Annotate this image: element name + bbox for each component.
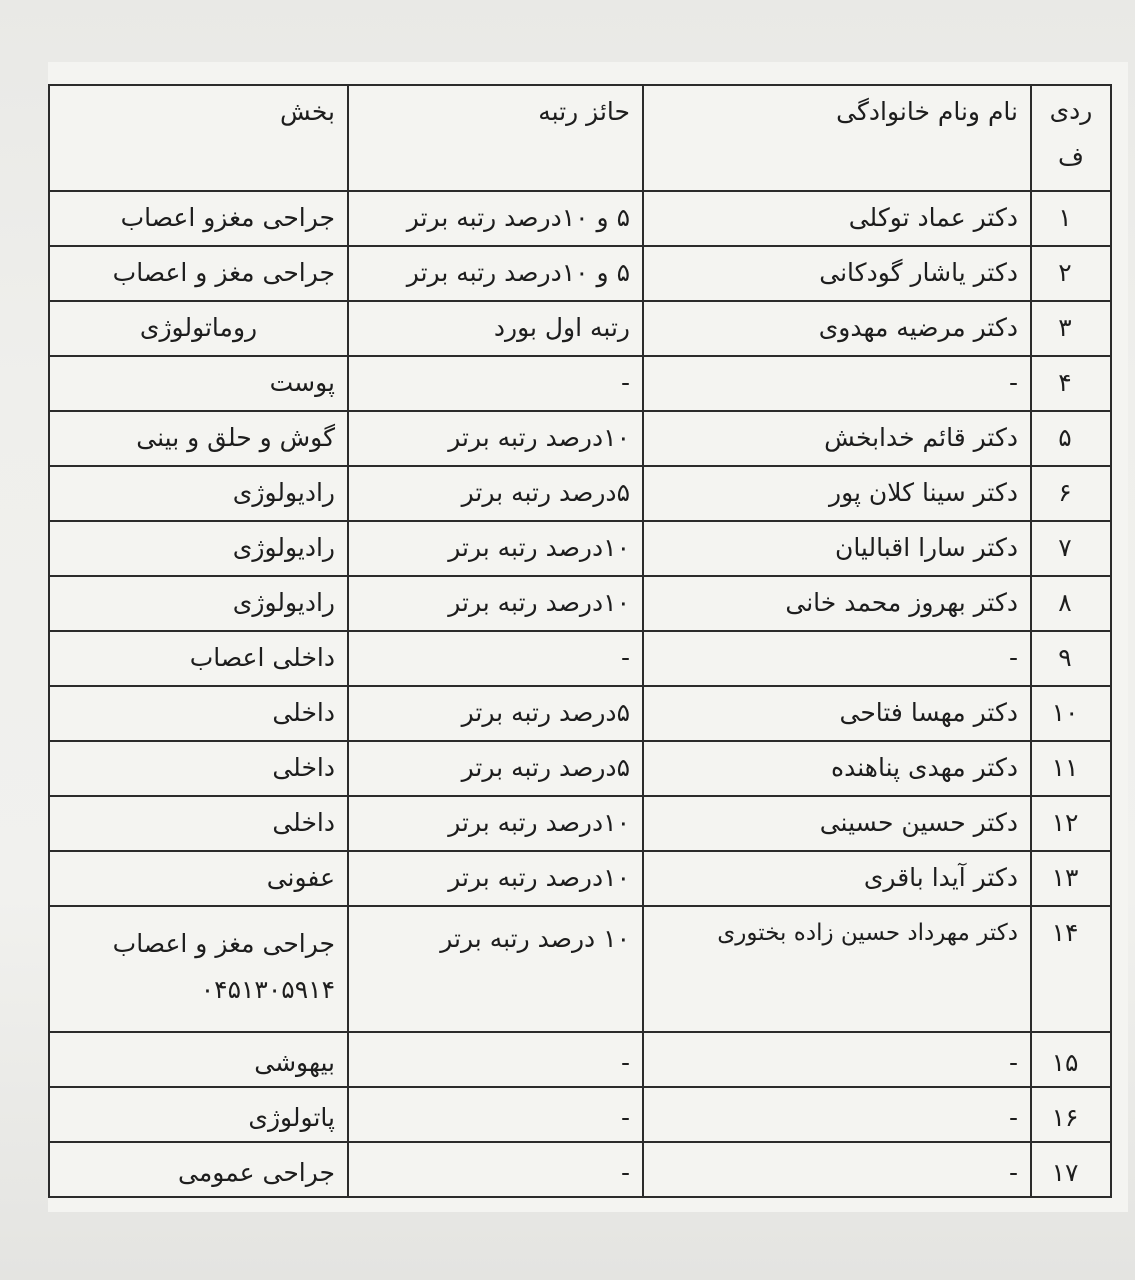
- row-number: ۸: [1031, 576, 1111, 631]
- table-row: [49, 631, 1111, 686]
- rank-cell: -: [348, 1142, 643, 1197]
- row-number: ۳: [1031, 301, 1111, 356]
- row-number: ۱۷: [1031, 1142, 1111, 1197]
- table-row: [49, 796, 1111, 851]
- row-number: ۱۵: [1031, 1032, 1111, 1087]
- row-number: ۱۳: [1031, 851, 1111, 906]
- table-row: [49, 576, 1111, 631]
- table-row: [49, 1142, 1111, 1197]
- table-row: [49, 686, 1111, 741]
- department-cell: [49, 906, 348, 1032]
- department-cell: جراحی عمومی: [49, 1142, 348, 1197]
- phone-number: ۰۴۵۱۳۰۵۹۱۴: [200, 975, 335, 1004]
- doctor-name: دکتر مرضیه مهدوی: [643, 301, 1031, 356]
- department-cell: جراحی مغز و اعصاب: [49, 246, 348, 301]
- row-number: ۱۶: [1031, 1087, 1111, 1142]
- department-cell: روماتولوژی: [49, 301, 348, 356]
- department-cell: رادیولوژی: [49, 466, 348, 521]
- row-number: ۹: [1031, 631, 1111, 686]
- header-row-number: [1031, 85, 1111, 191]
- row-number: ۷: [1031, 521, 1111, 576]
- table-row: [49, 1087, 1111, 1142]
- doctor-name: دکتر مهرداد حسین زاده بختوری: [643, 906, 1031, 1032]
- rank-cell: ۱۰درصد رتبه برتر: [348, 411, 643, 466]
- department-cell: رادیولوژی: [49, 576, 348, 631]
- doctor-name: -: [643, 1032, 1031, 1087]
- doctor-name: -: [643, 1087, 1031, 1142]
- table-row: [49, 191, 1111, 246]
- department-cell: بیهوشی: [49, 1032, 348, 1087]
- row-number: ۱۲: [1031, 796, 1111, 851]
- doctor-name: دکتر بهروز محمد خانی: [643, 576, 1031, 631]
- table-row: [49, 246, 1111, 301]
- header-row-number-line1: ردی: [1049, 96, 1093, 125]
- table-row: [49, 741, 1111, 796]
- table-row: [49, 466, 1111, 521]
- header-rank: حائز رتبه: [348, 85, 643, 191]
- rank-cell: ۱۰درصد رتبه برتر: [348, 576, 643, 631]
- table-row: [49, 1032, 1111, 1087]
- rank-cell: ۵ و ۱۰درصد رتبه برتر: [348, 191, 643, 246]
- department-line: جراحی مغز و اعصاب: [112, 929, 335, 958]
- header-row-number-line2: ف: [1058, 142, 1084, 171]
- doctor-name: دکتر آیدا باقری: [643, 851, 1031, 906]
- department-cell: پاتولوژی: [49, 1087, 348, 1142]
- header-name: نام ونام خانوادگی: [643, 85, 1031, 191]
- table-row: [49, 906, 1111, 1032]
- row-number: ۵: [1031, 411, 1111, 466]
- row-number: ۱۱: [1031, 741, 1111, 796]
- department-cell: داخلی اعصاب: [49, 631, 348, 686]
- doctor-name: دکتر عماد توکلی: [643, 191, 1031, 246]
- doctor-name: -: [643, 1142, 1031, 1197]
- rank-cell: -: [348, 1032, 643, 1087]
- doctor-name: -: [643, 631, 1031, 686]
- doctor-name: -: [643, 356, 1031, 411]
- rank-cell: رتبه اول بورد: [348, 301, 643, 356]
- header-row: [49, 85, 1111, 191]
- row-number: ۲: [1031, 246, 1111, 301]
- row-number: ۴: [1031, 356, 1111, 411]
- doctors-table: [48, 84, 1112, 1198]
- department-cell: داخلی: [49, 796, 348, 851]
- doctor-name: دکتر حسین حسینی: [643, 796, 1031, 851]
- department-cell: داخلی: [49, 686, 348, 741]
- table-row: [49, 411, 1111, 466]
- department-cell: جراحی مغزو اعصاب: [49, 191, 348, 246]
- department-cell: عفونی: [49, 851, 348, 906]
- header-department: بخش: [49, 85, 348, 191]
- department-cell: رادیولوژی: [49, 521, 348, 576]
- doctor-name: دکتر سینا کلان پور: [643, 466, 1031, 521]
- rank-cell: ۵درصد رتبه برتر: [348, 686, 643, 741]
- department-cell: داخلی: [49, 741, 348, 796]
- rank-cell: ۱۰ درصد رتبه برتر: [348, 906, 643, 1032]
- doctor-name: دکتر سارا اقبالیان: [643, 521, 1031, 576]
- rank-cell: -: [348, 356, 643, 411]
- table-row: [49, 521, 1111, 576]
- doctor-name: دکتر یاشار گودکانی: [643, 246, 1031, 301]
- doctor-name: دکتر مهسا فتاحی: [643, 686, 1031, 741]
- rank-cell: -: [348, 1087, 643, 1142]
- department-cell: پوست: [49, 356, 348, 411]
- row-number: ۱۴: [1031, 906, 1111, 1032]
- table-row: [49, 851, 1111, 906]
- doctor-name: دکتر مهدی پناهنده: [643, 741, 1031, 796]
- department-cell: گوش و حلق و بینی: [49, 411, 348, 466]
- rank-cell: ۵درصد رتبه برتر: [348, 466, 643, 521]
- rank-cell: ۵درصد رتبه برتر: [348, 741, 643, 796]
- rank-cell: ۱۰درصد رتبه برتر: [348, 796, 643, 851]
- table-row: [49, 301, 1111, 356]
- rank-cell: ۱۰درصد رتبه برتر: [348, 521, 643, 576]
- table-row: [49, 356, 1111, 411]
- rank-cell: ۱۰درصد رتبه برتر: [348, 851, 643, 906]
- row-number: ۶: [1031, 466, 1111, 521]
- doctor-name: دکتر قائم خدابخش: [643, 411, 1031, 466]
- rank-cell: -: [348, 631, 643, 686]
- row-number: ۱۰: [1031, 686, 1111, 741]
- row-number: ۱: [1031, 191, 1111, 246]
- rank-cell: ۵ و ۱۰درصد رتبه برتر: [348, 246, 643, 301]
